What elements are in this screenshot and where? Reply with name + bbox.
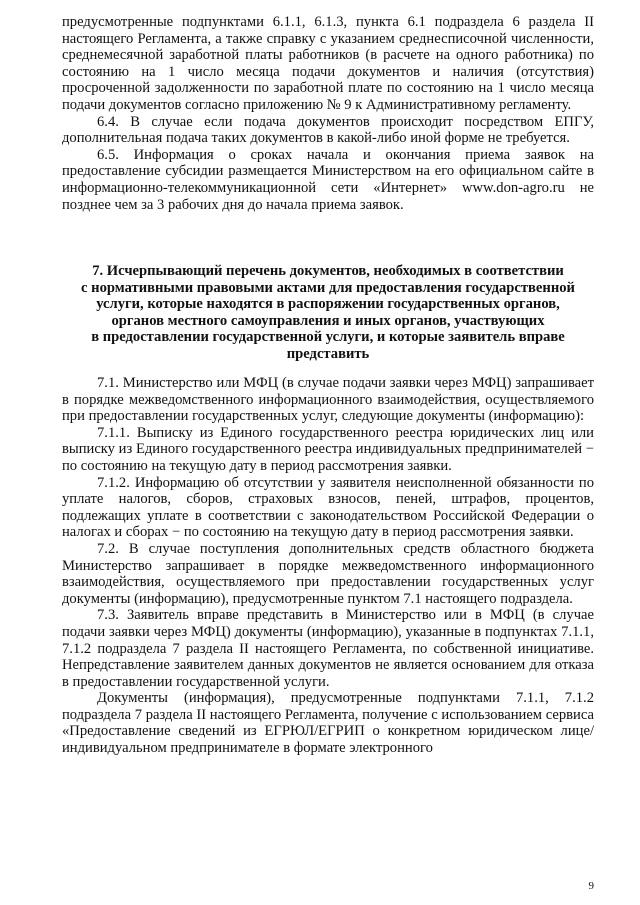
heading-line: 7. Исчерпывающий перечень документов, необходимых в соответствии — [92, 263, 564, 279]
heading-line: в предоставлении государственной услуги, и которые заявитель вправе — [91, 329, 565, 346]
paragraph-continuation: предусмотренные подпунктами 6.1.1, 6.1.3, пункта 6.1 подраздела 6 раздела II настоящего Регламента, а также справку с указанием среднесписочной численности, среднемесячной заработной платы работников (в расчете на одного работника) по состоянию на 1 число месяца подачи документов и наличия (отсутствия) просроченной задолженности по заработной плате по состоянию на 1 число месяца подачи документов согласно приложению № 9 к Административному регламенту. — [62, 14, 594, 113]
page-number: 9 — [588, 880, 594, 892]
paragraph-7-2: 7.2. В случае поступления дополнительных средств областного бюджета Министерство запрашивает в порядке межведомственного информационного взаимодействия, осуществляемого при предоставлении государственных услуг документы (информацию), предусмотренные пунктом 7.1 настоящего подраздела. — [62, 540, 594, 607]
heading-line: с нормативными правовыми актами для предоставления государственной — [81, 279, 575, 296]
top-section — [62, 14, 594, 213]
paragraph-documents: Документы (информация), предусмотренные подпунктами 7.1.1, 7.1.2 подраздела 7 раздела II настоящего Регламента, получение с использованием сервиса «Предоставление сведений из ЕГРЮЛ/ЕГРИП о конкретном юридическом лице/индивидуальном предпринимателе в формате электронного — [62, 690, 594, 757]
heading-line: услуги, которые находятся в распоряжении государственных органов, — [96, 296, 560, 313]
heading-line: органов местного самоуправления и иных органов, участвующих — [111, 312, 545, 329]
section-7-body — [62, 375, 594, 757]
paragraph-7-1: 7.1. Министерство или МФЦ (в случае подачи заявки через МФЦ) запрашивает в порядке межведомственного информационного взаимодействия, осуществляемого при предоставлении государственных услуг, следующие документы (информацию): — [62, 375, 594, 425]
heading-line: представить — [286, 345, 370, 362]
paragraph-7-3: 7.3. Заявитель вправе представить в Министерство или в МФЦ (в случае подачи заявки через МФЦ) документы (информацию), указанные в подпунктах 7.1.1, 7.1.2 подраздела 7 раздела II настоящего Регламента, по собственной инициативе. Непредставление заявителем данных документов не является основанием для отказа в предоставлении государственной услуги. — [62, 607, 594, 690]
section-7-heading — [62, 263, 594, 363]
paragraph-7-1-2: 7.1.2. Информацию об отсутствии у заявителя неисполненной обязанности по уплате налогов, сборов, страховых взносов, пеней, штрафов, процентов, подлежащих уплате в соответствии с законодательством Российской Федерации о налогах и сборах − по состоянию на текущую дату в период рассмотрения заявки. — [62, 474, 594, 541]
paragraph-6-4: 6.4. В случае если подача документов происходит посредством ЕПГУ, дополнительная подача таких документов в какой-либо иной форме не требуется. — [62, 113, 594, 147]
paragraph-6-5: 6.5. Информация о сроках начала и окончания приема заявок на предоставление субсидии размещается Министерством на его официальном сайте в информационно-телекоммуникационной сети «Интернет» www.don-agro.ru не позднее чем за 3 рабочих дня до начала приема заявок. — [62, 146, 594, 213]
paragraph-7-1-1: 7.1.1. Выписку из Единого государственного реестра юридических лиц или выписку из Единого государственного реестра индивидуальных предпринимателей − по состоянию на текущую дату в период рассмотрения заявки. — [62, 424, 594, 474]
